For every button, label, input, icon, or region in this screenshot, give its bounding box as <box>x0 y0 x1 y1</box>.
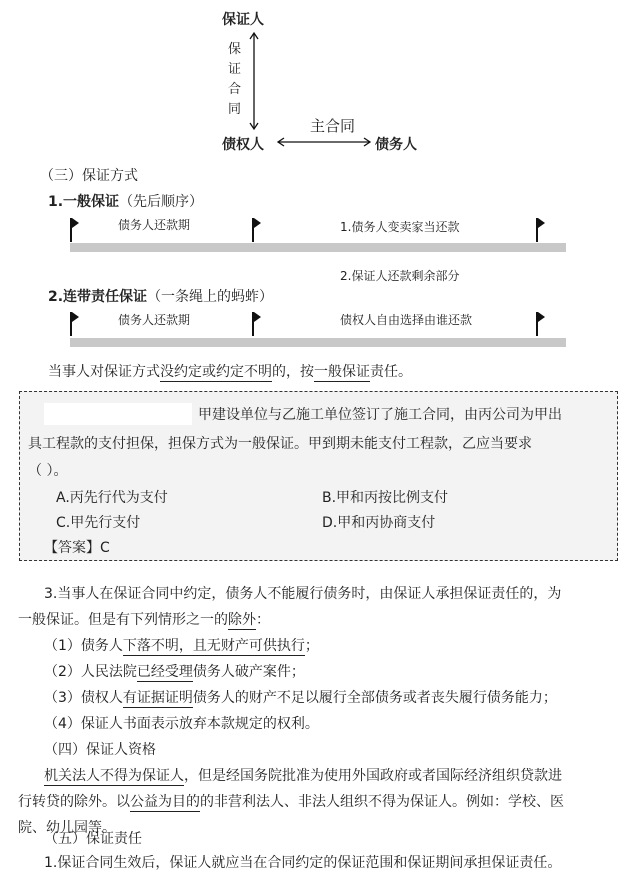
item-underlined-text: 有证据证明 <box>122 690 193 706</box>
joint-choice-label: 债权人自由选择由谁还款 <box>340 313 473 327</box>
item-underlined-text: 已经受理 <box>136 664 193 680</box>
section5-line1: 1.保证合同生效后，保证人就应当在合同约定的保证范围和保证期间承担保证责任。 <box>44 855 562 871</box>
general-guarantee-note: （先后顺序） <box>119 194 204 210</box>
intro-text: 一般保证。但是有下列情形之一的 <box>18 612 228 628</box>
guarantee-default-rule <box>48 361 412 381</box>
section4-text: 的非营利法人、非法人组织不得为保证人。例如：学校、医 <box>200 794 564 810</box>
diagram-main-contract-label: 主合同 <box>310 117 356 135</box>
section4-text: ，但是经国务院批准为使用外国政府或者国际经济组织贷款进 <box>184 768 562 784</box>
contract-char: 证 <box>228 62 242 77</box>
contract-char: 保 <box>228 42 242 57</box>
redacted-area <box>44 403 192 425</box>
contract-char: 合 <box>228 82 242 97</box>
exception-item-3 <box>44 687 557 707</box>
vertical-double-arrow <box>248 30 260 132</box>
rule-text: 责任。 <box>370 364 412 380</box>
question-line2: 具工程款的支付担保，担保方式为一般保证。甲到期未能支付工程款，乙应当要求 <box>28 436 532 452</box>
section3-title: （三）保证方式 <box>40 168 138 184</box>
exception-item-4 <box>44 713 319 733</box>
rule-underlined-text: 没约定或约定不明 <box>160 364 272 380</box>
flag-icon <box>536 312 538 336</box>
joint-timeline-bar <box>70 338 566 347</box>
section4-line1 <box>44 765 562 785</box>
item-text: （4）保证人书面表示放弃本款规定的权利。 <box>44 716 319 732</box>
section4-line2 <box>18 791 564 811</box>
option-a[interactable]: A.丙先行代为支付 <box>56 490 168 506</box>
section5-title: （五）保证责任 <box>44 831 142 847</box>
diagram-guarantor-label: 保证人 <box>222 12 264 28</box>
intro-text: ： <box>256 612 270 628</box>
answer-text: 【答案】C <box>44 540 110 556</box>
option-b[interactable]: B.甲和丙按比例支付 <box>322 490 449 506</box>
general-step2-label: 2.保证人还款剩余部分 <box>340 269 460 283</box>
section4-title: （四）保证人资格 <box>44 742 156 758</box>
general-timeline-bar <box>70 243 566 252</box>
contract-char: 同 <box>228 102 242 117</box>
general-step1-label: 1.债务人变卖家当还款 <box>340 220 460 234</box>
flag-icon <box>70 218 72 242</box>
general-guarantee-heading <box>48 191 203 211</box>
rule-text: 的，按 <box>272 364 314 380</box>
option-d[interactable]: D.甲和丙协商支付 <box>322 515 436 531</box>
question-line1: 甲建设单位与乙施工单位签订了施工合同，由丙公司为甲出 <box>198 407 562 423</box>
joint-period-label: 债务人还款期 <box>118 313 191 327</box>
exceptions-intro-line2 <box>18 609 270 629</box>
option-c[interactable]: C.甲先行支付 <box>56 515 141 531</box>
item-text: 债务人破产案件； <box>192 664 305 680</box>
intro-underlined-text: 除外 <box>228 612 256 628</box>
section4-underlined-text: 公益为目的 <box>130 794 200 810</box>
flag-icon <box>536 218 538 242</box>
flag-icon <box>252 218 254 242</box>
diagram-contract-vertical-label <box>228 40 244 120</box>
joint-guarantee-heading <box>48 286 273 306</box>
item-text: （1）债务人 <box>44 638 123 654</box>
flag-icon <box>252 312 254 336</box>
item-text: 债务人的财产不足以履行全部债务或者丧失履行债务能力； <box>192 690 557 706</box>
exception-item-1 <box>44 635 319 655</box>
item-underlined-text: 下落不明，且无财产可供执行 <box>122 638 305 654</box>
joint-guarantee-note: （一条绳上的蚂蚱） <box>147 289 274 305</box>
joint-guarantee-label: 2.连带责任保证 <box>48 289 148 305</box>
rule-text: 当事人对保证方式 <box>48 364 160 380</box>
item-text: （2）人民法院 <box>44 664 137 680</box>
diagram-debtor-label: 债务人 <box>375 137 417 153</box>
exception-item-2 <box>44 661 305 681</box>
flag-icon <box>70 312 72 336</box>
section4-underlined-text: 机关法人不得为保证人 <box>44 768 184 784</box>
section4-text: 行转贷的除外。以 <box>18 794 130 810</box>
item-text: （3）债权人 <box>44 690 123 706</box>
question-blank: （ ）。 <box>28 463 68 479</box>
section4-line3: 院、幼儿园等。 <box>18 820 116 836</box>
horizontal-double-arrow <box>276 136 372 148</box>
diagram-creditor-label: 债权人 <box>222 137 264 153</box>
general-period-label: 债务人还款期 <box>118 218 191 232</box>
rule-underlined-text: 一般保证 <box>314 364 370 380</box>
exceptions-intro-line1: 3.当事人在保证合同中约定，债务人不能履行债务时，由保证人承担保证责任的，为 <box>44 586 562 602</box>
general-guarantee-label: 1.一般保证 <box>48 194 120 210</box>
item-text: ； <box>304 638 319 654</box>
